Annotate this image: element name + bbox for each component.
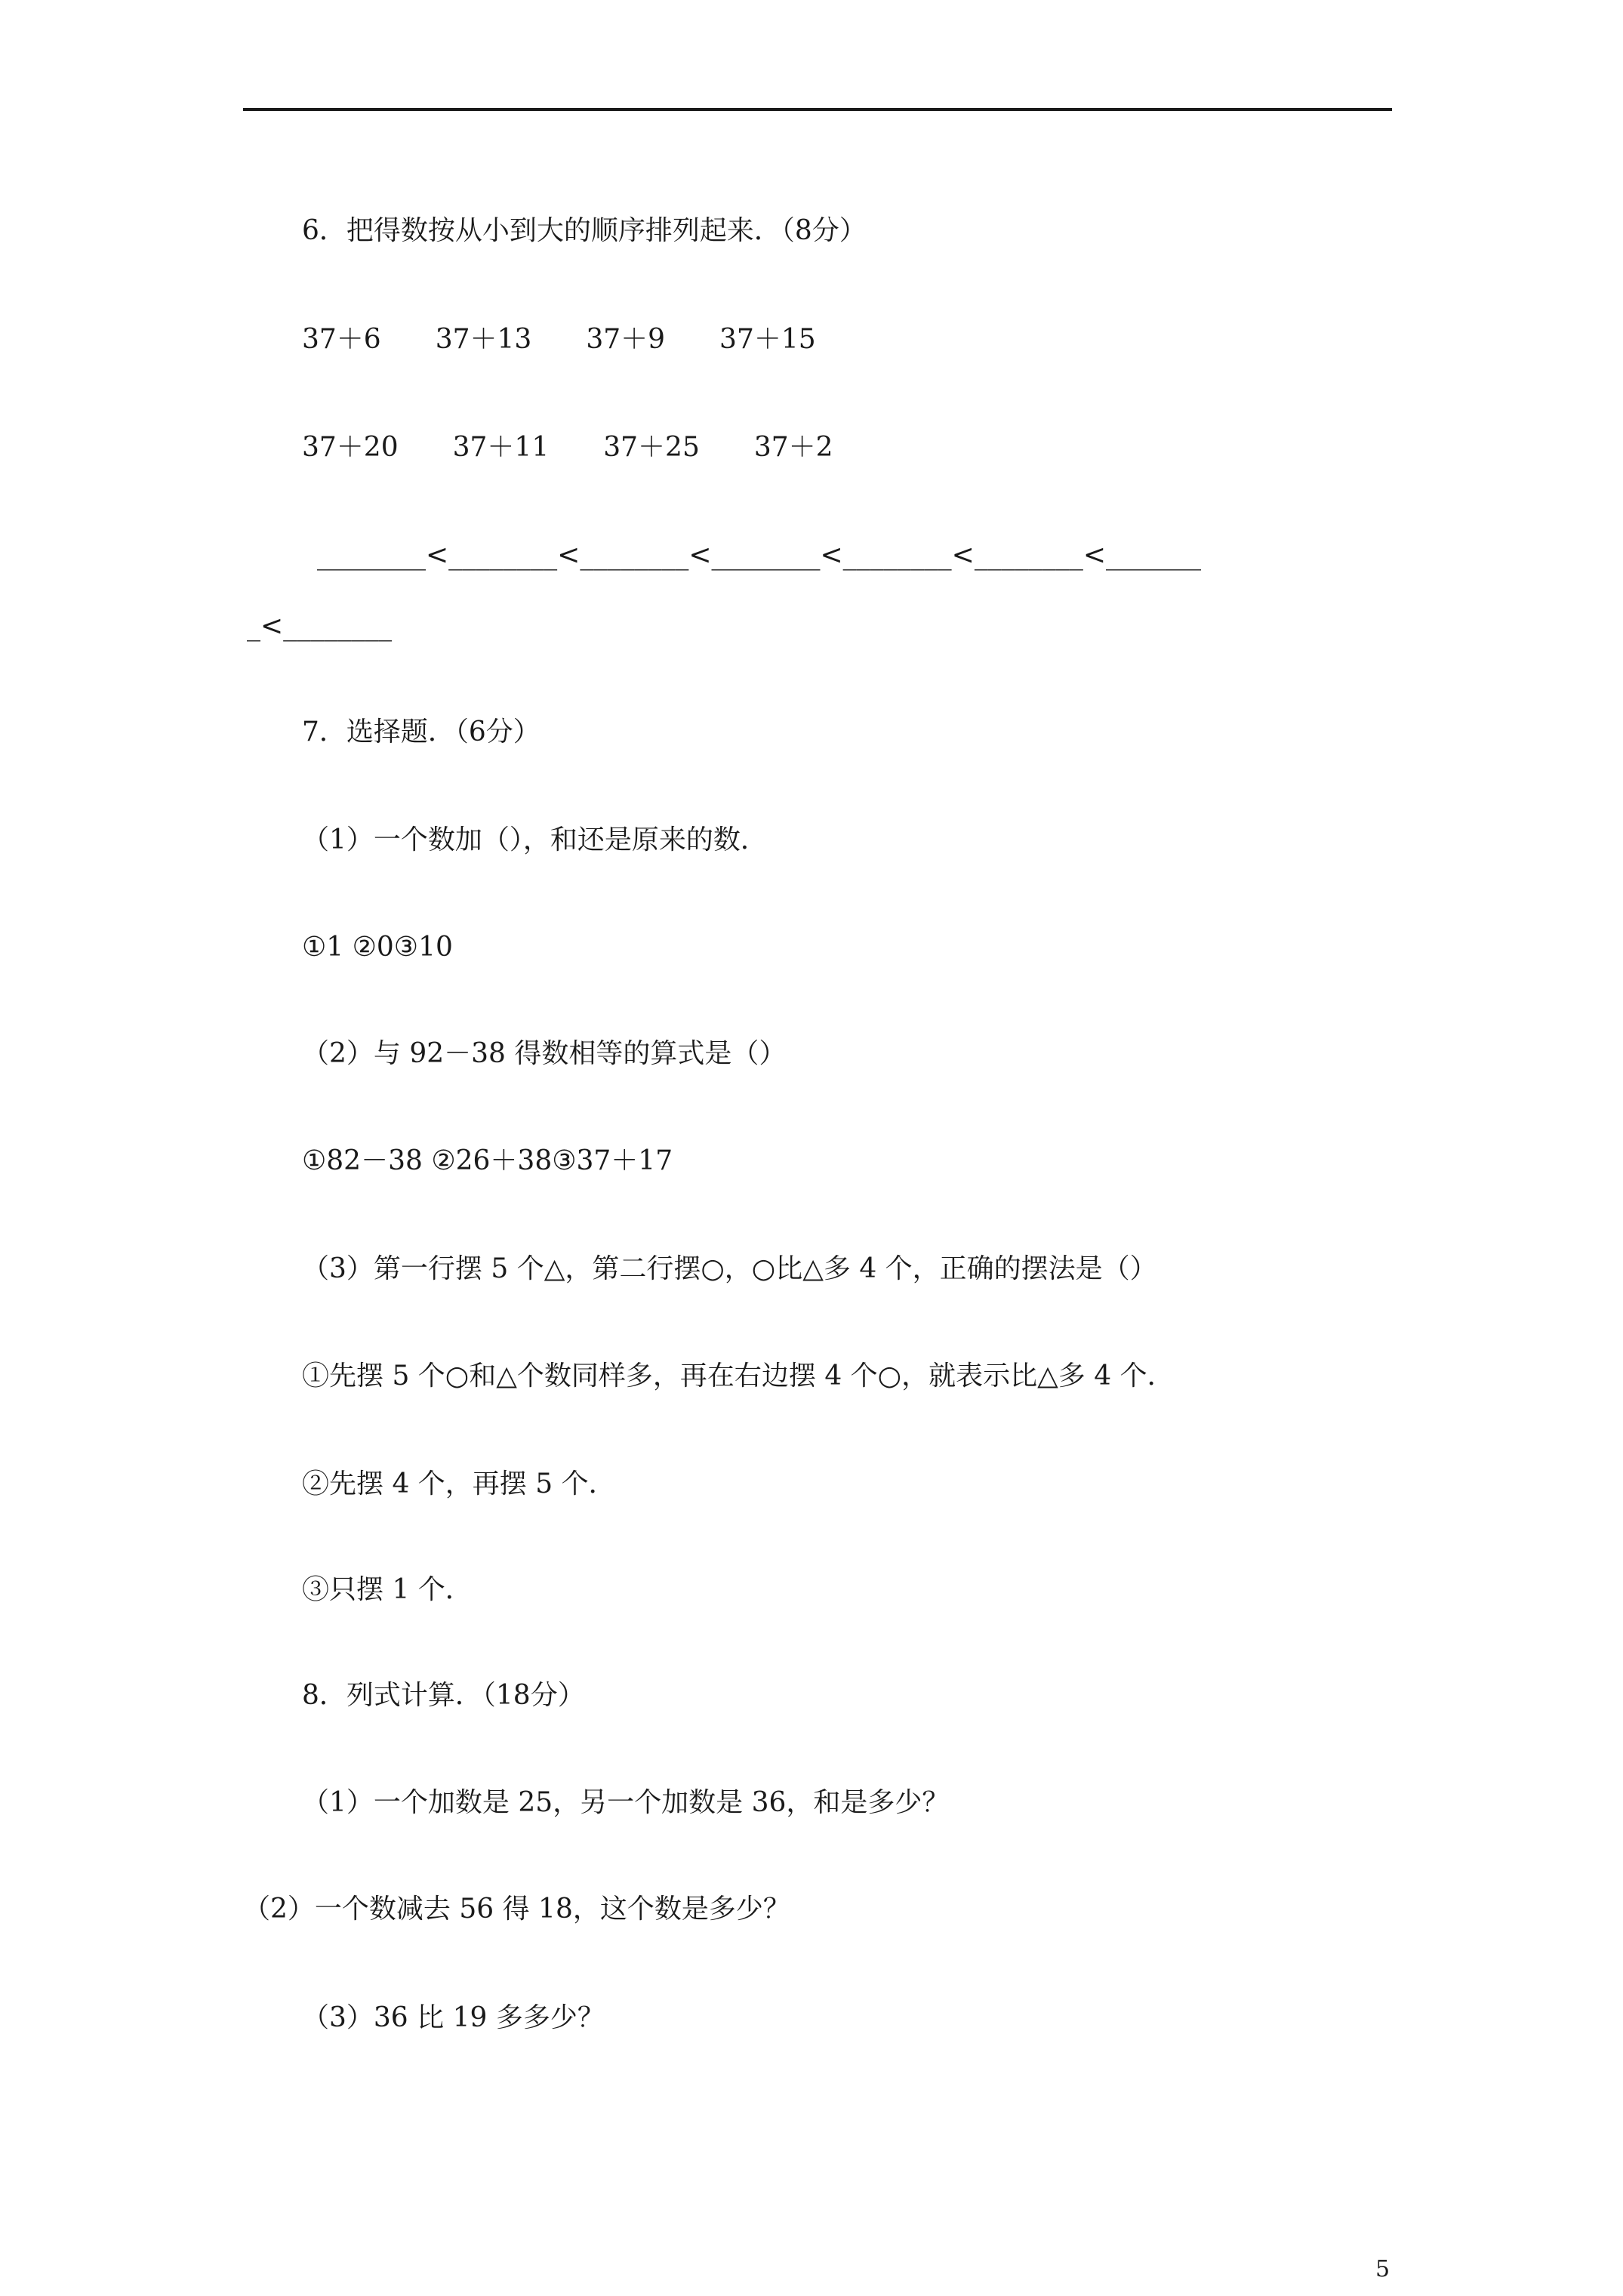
q7-sub2-question: （2）与 92－38 得数相等的算式是（）	[302, 1038, 787, 1069]
q7-sub1-options: ①1 ②0③10	[302, 932, 453, 963]
q6-answer-blanks-line-2: _<________	[247, 611, 393, 642]
q6-expressions-row-2: 37＋20 37＋11 37＋25 37＋2	[302, 432, 833, 463]
q8-title: 8．列式计算．（18分）	[302, 1680, 585, 1711]
q7-sub3-option-2: ②先摆 4 个，再摆 5 个．	[302, 1469, 616, 1499]
q7-sub1-question: （1）一个数加（），和还是原来的数．	[302, 824, 768, 855]
q8-sub1-question: （1）一个加数是 25，另一个加数是 36，和是多少？	[302, 1787, 950, 1818]
q8-sub2-question: （2）一个数减去 56 得 18，这个数是多少？	[243, 1894, 790, 1925]
page-number: 5	[1375, 2256, 1390, 2282]
q6-title: 6．把得数按从小到大的顺序排列起来．（8分）	[302, 215, 867, 246]
q7-title: 7．选择题．（6分）	[302, 717, 540, 747]
q7-sub2-options: ①82－38 ②26＋38③37＋17	[302, 1145, 673, 1176]
header-rule	[243, 108, 1392, 111]
q7-sub3-option-3: ③只摆 1 个．	[302, 1574, 473, 1605]
q6-expressions-row-1: 37＋6 37＋13 37＋9 37＋15	[302, 324, 816, 355]
q6-answer-blanks-line-1: ________<________<________<________<________<________<_______	[317, 540, 1201, 571]
q8-sub3-question: （3）36 比 19 多多少？	[302, 2002, 605, 2033]
q7-sub3-question: （3）第一行摆 5 个△，第二行摆○，○比△多 4 个，正确的摆法是（）	[302, 1253, 1157, 1284]
q7-sub3-option-1: ①先摆 5 个○和△个数同样多，再在右边摆 4 个○，就表示比△多 4 个．	[302, 1361, 1175, 1391]
